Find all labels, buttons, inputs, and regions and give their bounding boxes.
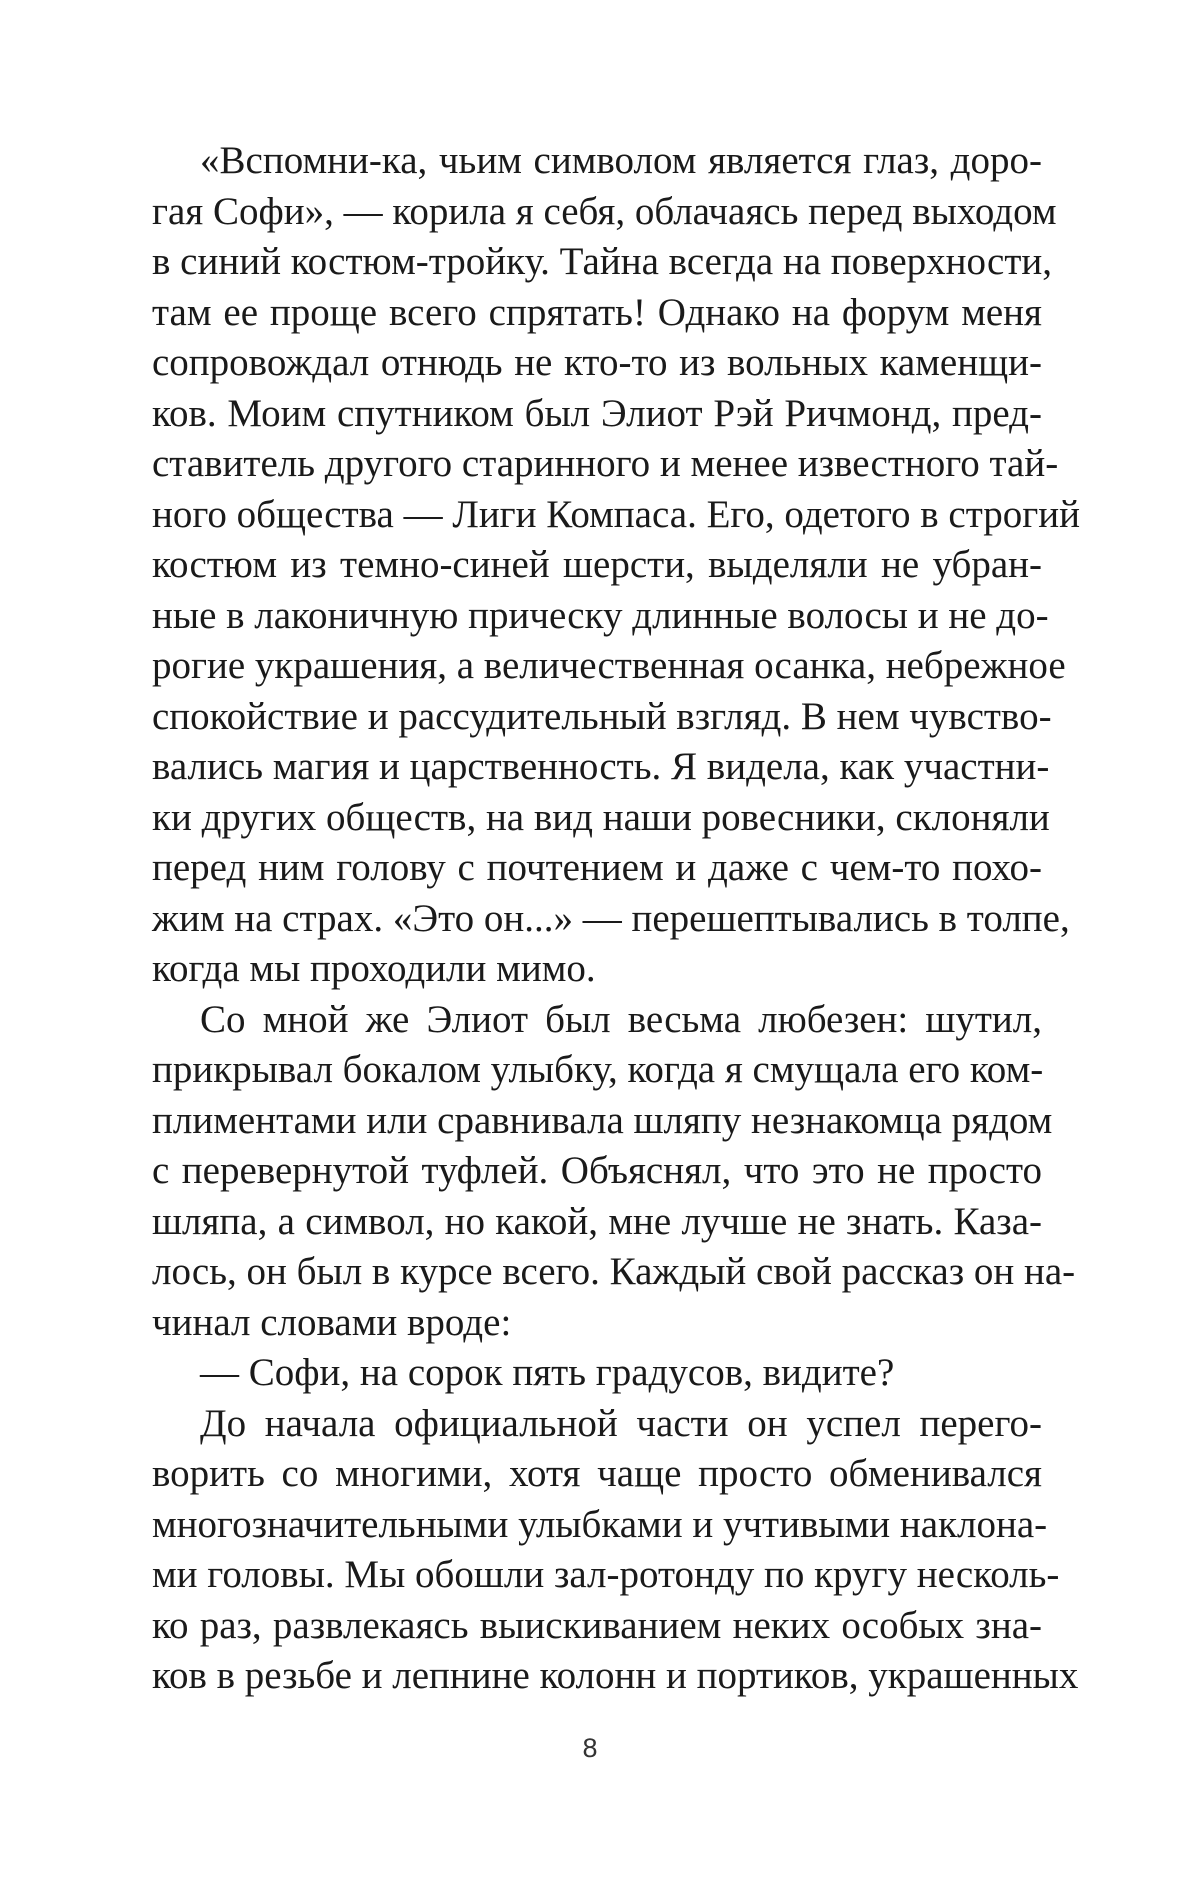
text-line: костюм из темно-синей шерсти, выделяли не убран- xyxy=(152,543,1042,586)
text-line: жим на страх. «Это он...» — перешептывались в толпе, xyxy=(152,896,1070,940)
text-line: Со мной же Элиот был весьма любезен: шутил, xyxy=(200,997,1042,1041)
page-number: 8 xyxy=(582,1733,598,1763)
text-line: чинал словами вроде: xyxy=(152,1300,512,1344)
text-line: ки других обществ, на вид наши ровесники, склоняли xyxy=(152,795,1050,839)
text-line: ные в лаконичную прическу длинные волосы и не до- xyxy=(152,593,1049,637)
text-line: ков в резьбе и лепнине колонн и портиков, украшенных xyxy=(152,1654,1079,1697)
text-line: перед ним голову с почтением и даже с чем-то похо- xyxy=(152,846,1042,889)
text-line: ставитель другого старинного и менее известного тай- xyxy=(152,442,1059,485)
text-line: плиментами или сравнивала шляпу незнакомца рядом xyxy=(152,1098,1053,1142)
text-line: в синий костюм-тройку. Тайна всегда на поверхности, xyxy=(152,240,1052,283)
text-line: ми головы. Мы обошли зал-ротонду по кругу несколь- xyxy=(152,1553,1060,1596)
text-line: там ее проще всего спрятать! Однако на форум меня xyxy=(152,290,1042,334)
text-line: До начала официальной части он успел перего- xyxy=(200,1401,1042,1445)
text-line: — Софи, на сорок пять градусов, видите? xyxy=(200,1351,895,1394)
text-line: рогие украшения, а величественная осанка, небрежное xyxy=(152,644,1066,687)
text-line: ворить со многими, хотя чаще просто обменивался xyxy=(152,1452,1042,1495)
text-line: с перевернутой туфлей. Объяснял, что это не просто xyxy=(152,1149,1042,1192)
text-line: сопровождал отнюдь не кто-то из вольных каменщи- xyxy=(152,341,1042,384)
text-line: лось, он был в курсе всего. Каждый свой рассказ он на- xyxy=(152,1250,1076,1293)
text-line: «Вспомни-ка, чьим символом является глаз, доро- xyxy=(200,139,1042,182)
text-line: гая Софи», — корила я себя, облачаясь перед выходом xyxy=(152,189,1057,233)
text-line: ного общества — Лиги Компаса. Его, одетого в строгий xyxy=(152,492,1081,536)
text-line: ков. Моим спутником был Элиот Рэй Ричмонд, пред- xyxy=(152,391,1042,435)
text-line: многозначительными улыбками и учтивыми наклона- xyxy=(152,1502,1048,1546)
text-line: спокойствие и рассудительный взгляд. В нем чувство- xyxy=(152,694,1052,738)
text-line: шляпа, а символ, но какой, мне лучше не знать. Каза- xyxy=(152,1199,1042,1243)
text-line: ко раз, развлекаясь выискиванием неких особых зна- xyxy=(152,1603,1042,1647)
text-line: прикрывал бокалом улыбку, когда я смущала его ком- xyxy=(152,1048,1044,1091)
text-line: вались магия и царственность. Я видела, как участни- xyxy=(152,745,1050,788)
text-line: когда мы проходили мимо. xyxy=(152,947,596,990)
body-text xyxy=(152,136,1081,1702)
